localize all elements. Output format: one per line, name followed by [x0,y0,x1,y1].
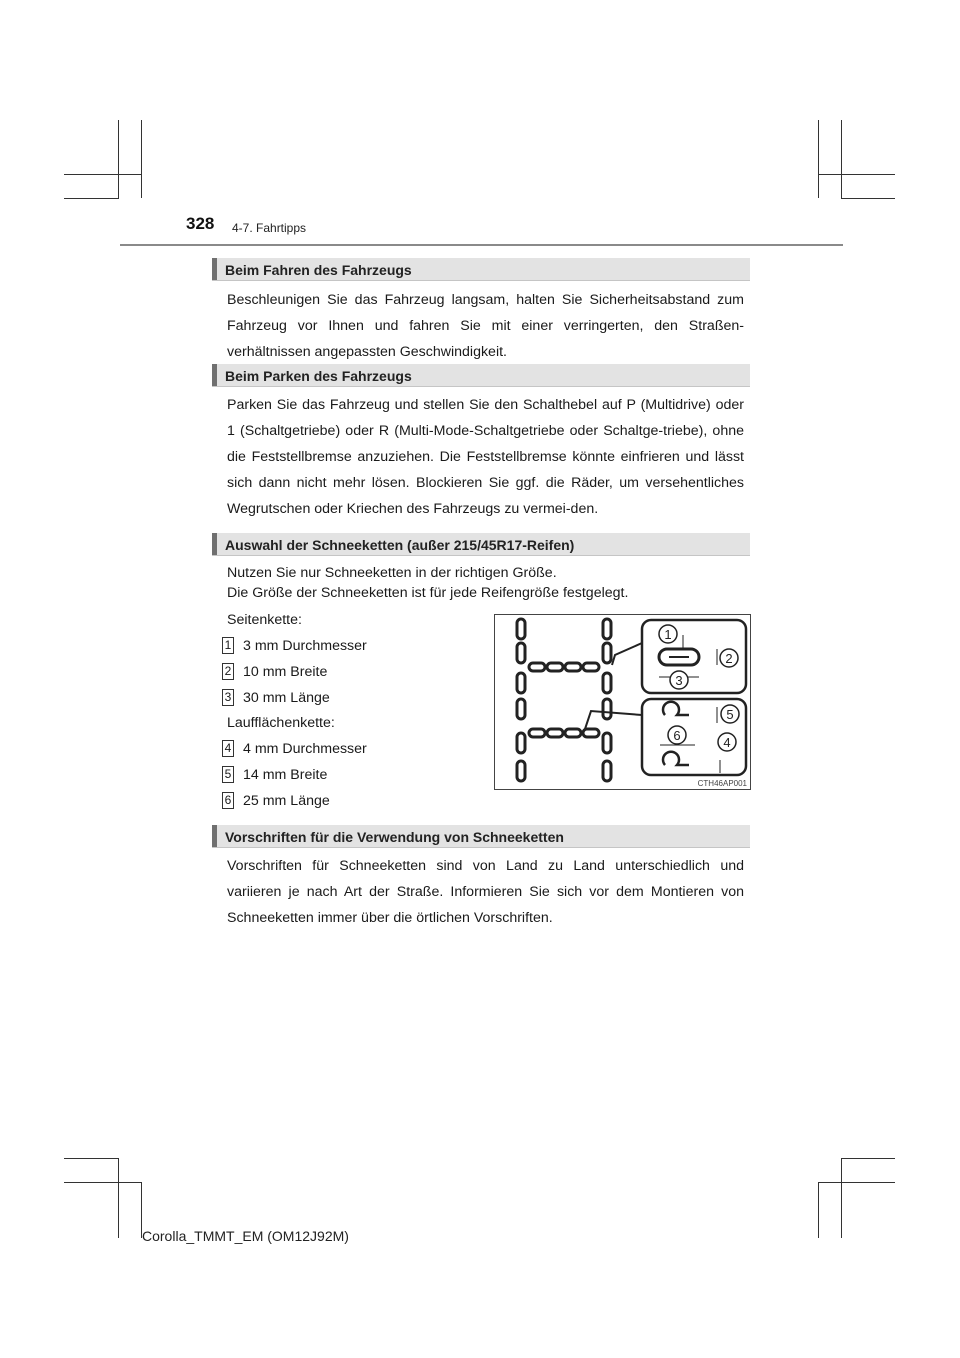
text-line: Die Größe der Schneeketten ist für jede Reifengröße festgelegt. [227,585,629,601]
item-number: 2 [222,663,234,680]
crop-mark [118,120,119,198]
section-text-parking: Parken Sie das Fahrzeug und stellen Sie den Schalthebel auf P (Multidrive) oder 1 (Schaltgetriebe) oder R (Multi-Mode-Schaltgetriebe oder Schaltge-triebe), ohne die Feststellbremse anzuziehen. Die Feststellbremse könnte einfrieren und lässt sich dann nicht mehr lösen. Blockieren Sie ggf. die Räder, um versehentliches Wegrutschen oder Kriechen des Fahrzeugs zu vermei-den. [227,397,744,517]
item-text: 10 mm Breite [243,664,328,680]
text-line: Nutzen Sie nur Schneeketten in der richtigen Größe. [227,565,557,581]
section-title: Beim Fahren des Fahrzeugs [225,262,412,278]
item-text: 14 mm Breite [243,767,328,783]
section-text-regulations: Vorschriften für Schneeketten sind von Land zu Land unterschiedlich und variieren je nach Art der Straße. Informieren Sie sich vor dem Montieren von Schneeketten immer über die örtlichen Vorschriften. [227,858,744,926]
item-text: 4 mm Durchmesser [243,741,367,757]
page-number: 328 [186,214,215,233]
section-text-driving: Beschleunigen Sie das Fahrzeug langsam, halten Sie Sicherheitsabstand zum Fahrzeug vor Ihnen und fahren Sie mit einer verringerten, den Straßen-verhältnissen angepassten Geschwindigkeit. [227,292,744,360]
crop-mark [818,120,819,198]
callout-2: 2 [725,651,733,666]
crop-mark [118,1158,119,1238]
callout-6: 6 [673,728,681,743]
crop-mark [141,120,142,198]
snow-chain-figure [494,614,751,790]
footer-document-id: Corolla_TMMT_EM (OM12J92M) [142,1228,349,1244]
item-text: 30 mm Länge [243,690,330,706]
section-title: Beim Parken des Fahrzeugs [225,368,412,384]
list-item [222,688,330,708]
crop-mark [818,1182,819,1238]
section-heading-parking [212,364,750,387]
crop-mark [64,1158,119,1159]
item-text: 25 mm Länge [243,793,330,809]
crop-mark [818,174,895,175]
item-number: 4 [222,740,234,757]
callout-5: 5 [726,707,734,722]
snow-chain-illustration [495,615,750,789]
crop-mark [841,120,842,198]
section-title: Vorschriften für die Verwendung von Schneeketten [225,829,564,845]
list-item [222,765,327,785]
crop-mark [818,1182,895,1183]
header-rule [120,244,843,246]
item-text: 3 mm Durchmesser [243,638,367,654]
section-heading-regulations [212,825,750,848]
crop-mark [841,1158,895,1159]
list-item [222,739,367,759]
list-item [222,791,330,811]
crop-mark [841,1158,842,1238]
section-title: Auswahl der Schneeketten (außer 215/45R17-Reifen) [225,537,575,553]
item-number: 3 [222,689,234,706]
chapter-title: 4-7. Fahrtipps [232,221,307,235]
side-chain-label: Seitenkette: [227,612,302,628]
tread-chain-label: Laufflächenkette: [227,715,335,731]
callout-4: 4 [723,735,731,750]
list-item [222,662,327,682]
callout-3: 3 [675,673,683,688]
list-item [222,636,367,656]
figure-code: CTH46AP001 [697,779,747,788]
section-heading-driving [212,258,750,281]
crop-mark [64,174,141,175]
crop-mark [841,198,895,199]
item-number: 5 [222,766,234,783]
callout-1: 1 [664,627,672,642]
item-number: 1 [222,637,234,654]
crop-mark [64,1182,141,1183]
section-heading-snow-chains [212,533,750,556]
item-number: 6 [222,792,234,809]
crop-mark [64,198,119,199]
